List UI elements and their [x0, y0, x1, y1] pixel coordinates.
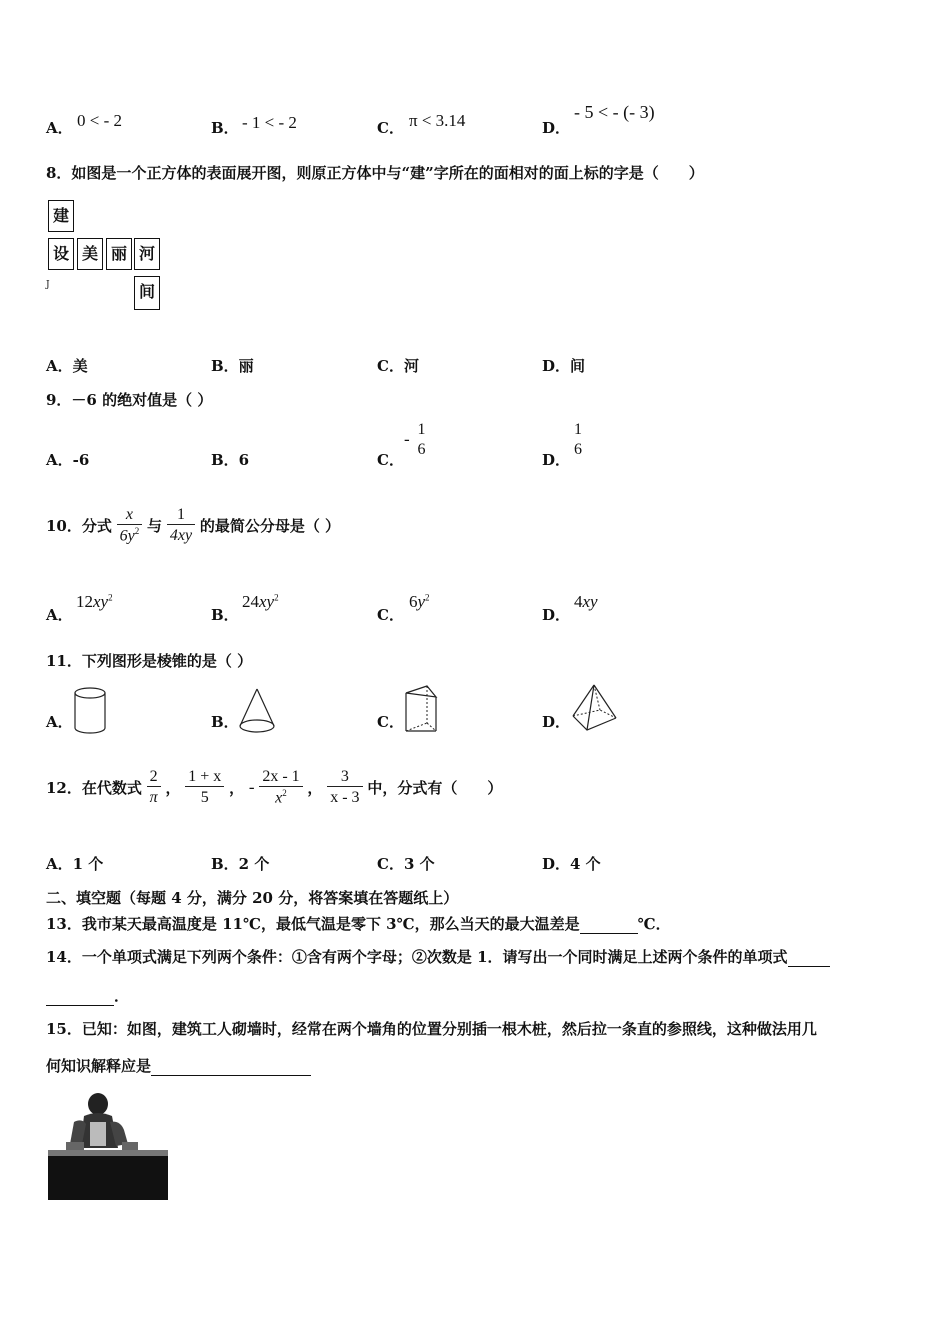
q9-option-c-expr	[404, 421, 428, 458]
cylinder-icon	[72, 686, 108, 736]
q7-option-c-label: C．	[377, 119, 404, 137]
net-mark: J	[46, 280, 50, 290]
numerator: 2	[149, 768, 158, 786]
q14-stem: 14．一个单项式满足下列两个条件：①含有两个字母；②次数是 1．请写出一个同时满足上述两个条件的单项式	[46, 946, 830, 967]
pyramid-icon	[570, 682, 620, 736]
q9-option-c-label: C．	[377, 451, 404, 469]
answer-blank-continued[interactable]	[46, 1005, 114, 1006]
numerator: 1	[176, 506, 185, 524]
net-cell-mei: 美	[77, 238, 103, 270]
exponent: 2	[134, 525, 140, 536]
q11-option-d-label: D．	[542, 713, 571, 731]
q10-join: 与	[147, 516, 163, 535]
fraction-one-sixth-negative	[414, 421, 428, 458]
denominator: 6y	[119, 526, 135, 544]
q10-fraction-1	[117, 506, 143, 545]
separator: ，	[229, 778, 245, 797]
denominator: 6	[574, 440, 582, 458]
q8-option-a: A．美	[46, 357, 88, 375]
minus-sign: -	[404, 429, 410, 449]
minus-sign: -	[248, 777, 255, 797]
q10-option-b-label: B．	[211, 606, 239, 624]
triangular-prism-icon	[403, 683, 439, 735]
q11-option-a-label: A．	[46, 713, 73, 731]
numerator: 2x - 1	[262, 768, 300, 785]
q7-option-b-label: B．	[211, 119, 239, 137]
q12-stem	[46, 768, 502, 807]
separator: ，	[165, 778, 181, 797]
q7-option-d-label: D．	[542, 119, 571, 137]
denominator: x - 3	[327, 786, 362, 807]
net-cell-jian: 建	[48, 200, 74, 232]
q12-option-d: D．4 个	[542, 855, 601, 873]
exponent: 2	[282, 787, 287, 798]
q10-option-a-label: A．	[46, 606, 73, 624]
q9-option-a: A．-6	[46, 451, 90, 469]
q12-prefix: 12．在代数式	[46, 778, 142, 797]
q13-stem: 13．我市某天最高温度是 11℃，最低气温是零下 3℃，那么当天的最大温差是 ℃．	[46, 915, 671, 933]
net-cell-jian2: 间	[134, 276, 160, 310]
q10-option-c-label: C．	[377, 606, 404, 624]
q10-option-d-label: D．	[542, 606, 571, 624]
q12-fraction-2	[185, 768, 224, 806]
q12-fraction-4	[327, 768, 362, 806]
q12-option-c: C．3 个	[377, 855, 435, 873]
section-heading: 二、填空题（每题 4 分，满分 20 分，将答案填在答题纸上）	[46, 889, 459, 907]
q9-option-b: B．6	[211, 451, 250, 469]
q10-stem	[46, 506, 340, 545]
q15-line-1: 15．已知：如图，建筑工人砌墙时，经常在两个墙角的位置分别插一根木桩，然后拉一条直的参照线，这种做法用几	[46, 1020, 817, 1038]
denominator: 4xy	[169, 526, 193, 544]
answer-blank[interactable]	[151, 1075, 311, 1076]
q10-fraction-2	[167, 506, 195, 544]
net-cell-li: 丽	[106, 238, 132, 270]
q7-option-d-expr: - 5 < - (- 3)	[574, 102, 655, 122]
q10-option-c-expr: $6y^2$	[409, 592, 430, 611]
q12-fraction-1	[147, 768, 161, 806]
q8-option-d: D．间	[542, 357, 586, 375]
q14-continuation: ．	[46, 985, 129, 1006]
numerator: 3	[340, 768, 349, 786]
numerator: 1 + x	[188, 768, 222, 786]
q12-suffix: 中，分式有（ ）	[367, 778, 503, 797]
q11-option-c-label: C．	[377, 713, 404, 731]
q10-option-d-expr: 4xy	[574, 592, 598, 611]
q12-option-a: A．1 个	[46, 855, 104, 873]
q7-option-a-label: A．	[46, 119, 73, 137]
denominator: 6	[417, 440, 426, 458]
bricklayer-illustration	[46, 1092, 170, 1204]
numerator: 1	[417, 421, 426, 438]
q12-fraction-3	[259, 768, 302, 807]
denominator: 5	[185, 786, 224, 807]
cone-icon	[237, 686, 277, 736]
q7-option-b-expr: - 1 < - 2	[242, 113, 297, 132]
q15-line-2: 何知识解释应是	[46, 1055, 311, 1076]
q9-option-d-label: D．	[542, 451, 571, 469]
q9-option-d-expr	[571, 421, 585, 458]
q10-option-a-expr: $12xy^2$	[76, 592, 113, 611]
answer-blank[interactable]	[580, 933, 638, 934]
numerator: 1	[574, 421, 582, 438]
separator: ，	[307, 778, 323, 797]
q8-option-b: B．丽	[211, 357, 254, 375]
denominator: x	[275, 788, 283, 806]
answer-blank[interactable]	[788, 966, 830, 967]
denominator: π	[149, 788, 158, 806]
q9-stem: 9．－6 的绝对值是（ ）	[46, 391, 213, 409]
q8-option-c: C．河	[377, 357, 419, 375]
q8-stem: 8．如图是一个正方体的表面展开图，则原正方体中与“建”字所在的面相对的面上标的字是（ ）	[46, 164, 704, 182]
q11-stem: 11．下列图形是棱锥的是（ ）	[46, 652, 253, 670]
q10-suffix: 的最简公分母是（ ）	[199, 516, 341, 535]
q11-option-b-label: B．	[211, 713, 239, 731]
q10-option-b-expr: $24xy^2$	[242, 592, 279, 611]
net-cell-he: 河	[134, 238, 160, 270]
q10-prefix: 10．分式	[46, 516, 112, 535]
fraction-one-sixth	[571, 421, 585, 458]
net-cell-she: 设	[48, 238, 74, 270]
q7-option-c-expr: π < 3.14	[409, 111, 466, 130]
numerator: x	[125, 506, 134, 523]
q12-option-b: B．2 个	[211, 855, 270, 873]
q7-option-a-expr: 0 < - 2	[77, 111, 122, 130]
